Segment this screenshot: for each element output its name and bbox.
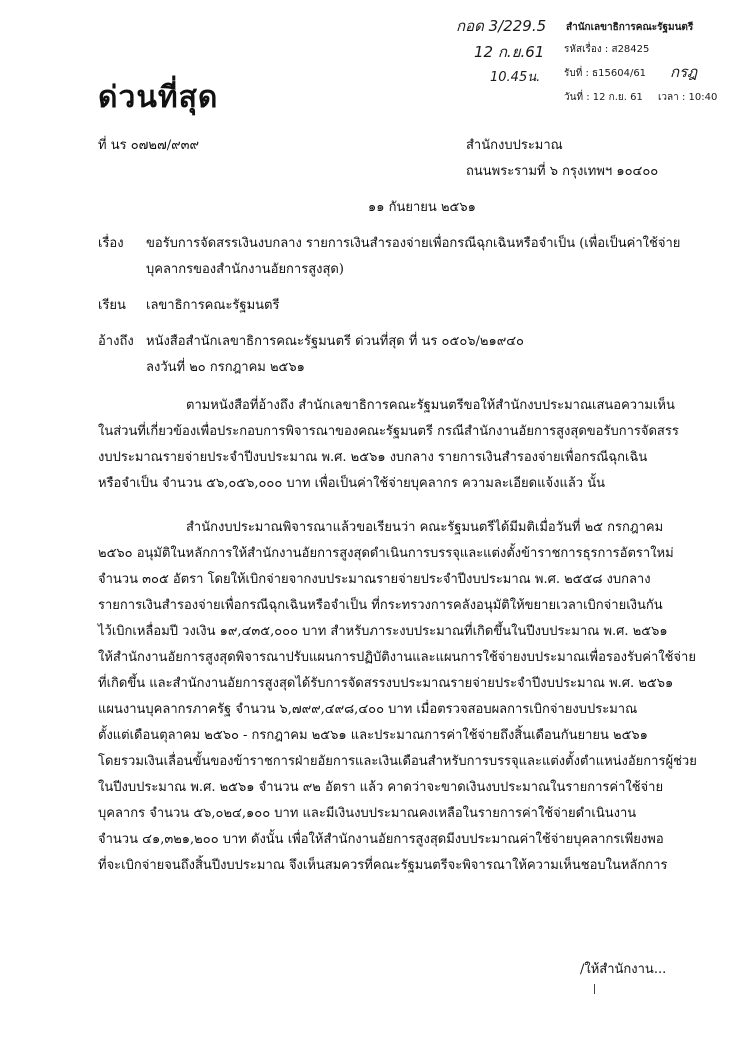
paragraph-1-line: ตามหนังสือที่อ้างถึง สำนักเลขาธิการคณะรัฐมนตรีขอให้สำนักงบประมาณเสนอความเห็น bbox=[186, 398, 675, 413]
reference-label: อ้างถึง bbox=[98, 334, 134, 349]
handwritten-time: 10.45น. bbox=[490, 70, 541, 85]
paragraph-2-line: จำนวน ๓๐๕ อัตรา โดยให้เบิกจ่ายจากงบประมาณรายจ่ายประจำปีงบประมาณ พ.ศ. ๒๕๕๘ งบกลาง bbox=[98, 572, 651, 587]
paragraph-2-line: ๒๕๖๐ อนุมัติในหลักการให้สำนักงานอัยการสูงสุดดำเนินการบรรจุและแต่งตั้งข้าราชการธุรการอัตราใหม่ bbox=[98, 546, 674, 561]
handwritten-receive-no: กรฎ bbox=[670, 63, 698, 81]
paragraph-2-line: ไว้เบิกเหลื่อมปี วงเงิน ๑๙,๔๓๕,๐๐๐ บาท สำหรับภาระงบประมาณที่เกิดขึ้นในปีงบประมาณ พ.ศ. ๒๕๖๑ bbox=[98, 624, 668, 639]
paragraph-2-line: รายการเงินสำรองจ่ายเพื่อกรณีฉุกเฉินหรือจำเป็น ที่กระทรวงการคลังอนุมัติให้ขยายเวลาเบิกจ่ายเงินกัน bbox=[98, 598, 663, 613]
paragraph-2-line: จำนวน ๔๑,๓๒๑,๒๐๐ บาท ดังนั้น เพื่อให้สำนักงานอัยการสูงสุดมีงบประมาณค่าใช้จ่ายบุคลากรเพียงพอ bbox=[98, 832, 664, 847]
sender-office: สำนักงบประมาณ bbox=[466, 138, 563, 153]
paragraph-1-line: หรือจำเป็น จำนวน ๕๖,๐๕๖,๐๐๐ บาท เพื่อเป็นค่าใช้จ่ายบุคลากร ความละเอียดแจ้งแล้ว นั้น bbox=[98, 476, 606, 491]
sender-address: ถนนพระรามที่ ๖ กรุงเทพฯ ๑๐๔๐๐ bbox=[466, 164, 659, 179]
recipient-label: เรียน bbox=[98, 298, 126, 313]
document-number: ที่ นร ๐๗๒๗/๙๓๙ bbox=[98, 138, 200, 153]
page-tick-mark bbox=[594, 984, 595, 994]
subject-line-2: บุคลากรของสำนักงานอัยการสูงสุด) bbox=[146, 262, 344, 277]
reference-line-2: ลงวันที่ ๒๐ กรกฎาคม ๒๕๖๑ bbox=[146, 360, 305, 375]
urgency-label: ด่วนที่สุด bbox=[98, 80, 219, 115]
paragraph-1-line: ในส่วนที่เกี่ยวข้องเพื่อประกอบการพิจารณาของคณะรัฐมนตรี กรณีสำนักงานอัยการสูงสุดขอรับการจัดสรร bbox=[98, 424, 679, 439]
recipient-value: เลขาธิการคณะรัฐมนตรี bbox=[146, 298, 280, 313]
stamp-time: เวลา : 10:40 bbox=[658, 92, 718, 103]
paragraph-1-line: งบประมาณรายจ่ายประจำปีงบประมาณ พ.ศ. ๒๕๖๑ งบกลาง รายการเงินสำรองจ่ายเพื่อกรณีฉุกเฉิน bbox=[98, 450, 648, 465]
stamp-receive-no: รับที่ : ธ15604/61 bbox=[564, 68, 647, 79]
paragraph-2-line: ตั้งแต่เดือนตุลาคม ๒๕๖๐ - กรกฎาคม ๒๕๖๑ และประมาณการค่าใช้จ่ายถึงสิ้นเดือนกันยายน ๒๕๖๑ bbox=[98, 728, 648, 743]
paragraph-2-line: ที่จะเบิกจ่ายจนถึงสิ้นปีงบประมาณ จึงเห็นสมควรที่คณะรัฐมนตรีจะพิจารณาให้ความเห็นชอบในหลักการ bbox=[98, 858, 668, 873]
reference-line-1: หนังสือสำนักเลขาธิการคณะรัฐมนตรี ด่วนที่สุด ที่ นร ๐๕๐๖/๒๑๙๔๐ bbox=[146, 334, 524, 349]
paragraph-2-line: บุคลากร จำนวน ๕๖,๐๒๔,๑๐๐ บาท และมีเงินงบประมาณคงเหลือในรายการค่าใช้จ่ายดำเนินงาน bbox=[98, 806, 637, 821]
paragraph-2-line: สำนักงบประมาณพิจารณาแล้วขอเรียนว่า คณะรัฐมนตรีได้มีมติเมื่อวันที่ ๒๕ กรกฎาคม bbox=[186, 520, 664, 535]
paragraph-2-line: โดยรวมเงินเลื่อนขั้นของข้าราชการฝ่ายอัยการและเงินเดือนสำหรับการบรรจุและแต่งตั้งตำแหน่งอัยการผู้ช่วย bbox=[98, 754, 697, 769]
subject-line-1: ขอรับการจัดสรรเงินงบกลาง รายการเงินสำรองจ่ายเพื่อกรณีฉุกเฉินหรือจำเป็น (เพื่อเป็นค่าใช้จ่าย bbox=[146, 236, 681, 251]
subject-label: เรื่อง bbox=[98, 236, 124, 251]
handwritten-date: 12 ก.ย.61 bbox=[474, 43, 545, 61]
paragraph-2-line: แผนงานบุคลากรภาครัฐ จำนวน ๖,๗๙๙,๔๙๘,๔๐๐ บาท เมื่อตรวจสอบผลการเบิกจ่ายงบประมาณ bbox=[98, 702, 638, 717]
document-date: ๑๑ กันยายน ๒๕๖๑ bbox=[368, 200, 476, 215]
continuation-marker: /ให้สำนักงาน... bbox=[580, 962, 667, 977]
paragraph-2-line: ที่เกิดขึ้น และสำนักงานอัยการสูงสุดได้รับการจัดสรรงบประมาณรายจ่ายประจำปีงบประมาณ พ.ศ. ๒๕๖๑ bbox=[98, 676, 674, 691]
paragraph-2-line: ให้สำนักงานอัยการสูงสุดพิจารณาปรับแผนการปฏิบัติงานและแผนการใช้จ่ายงบประมาณเพื่อรองรับค่าใช้จ่าย bbox=[98, 650, 696, 665]
stamp-office: สำนักเลขาธิการคณะรัฐมนตรี bbox=[566, 22, 694, 33]
handwritten-code: กอด 3/229.5 bbox=[456, 17, 547, 35]
stamp-date: วันที่ : 12 ก.ย. 61 bbox=[564, 92, 643, 103]
stamp-subject-code: รหัสเรื่อง : ส28425 bbox=[564, 44, 650, 55]
paragraph-2-line: ในปีงบประมาณ พ.ศ. ๒๕๖๑ จำนวน ๙๒ อัตรา แล้ว คาดว่าจะขาดเงินงบประมาณในรายการค่าใช้จ่าย bbox=[98, 780, 664, 795]
